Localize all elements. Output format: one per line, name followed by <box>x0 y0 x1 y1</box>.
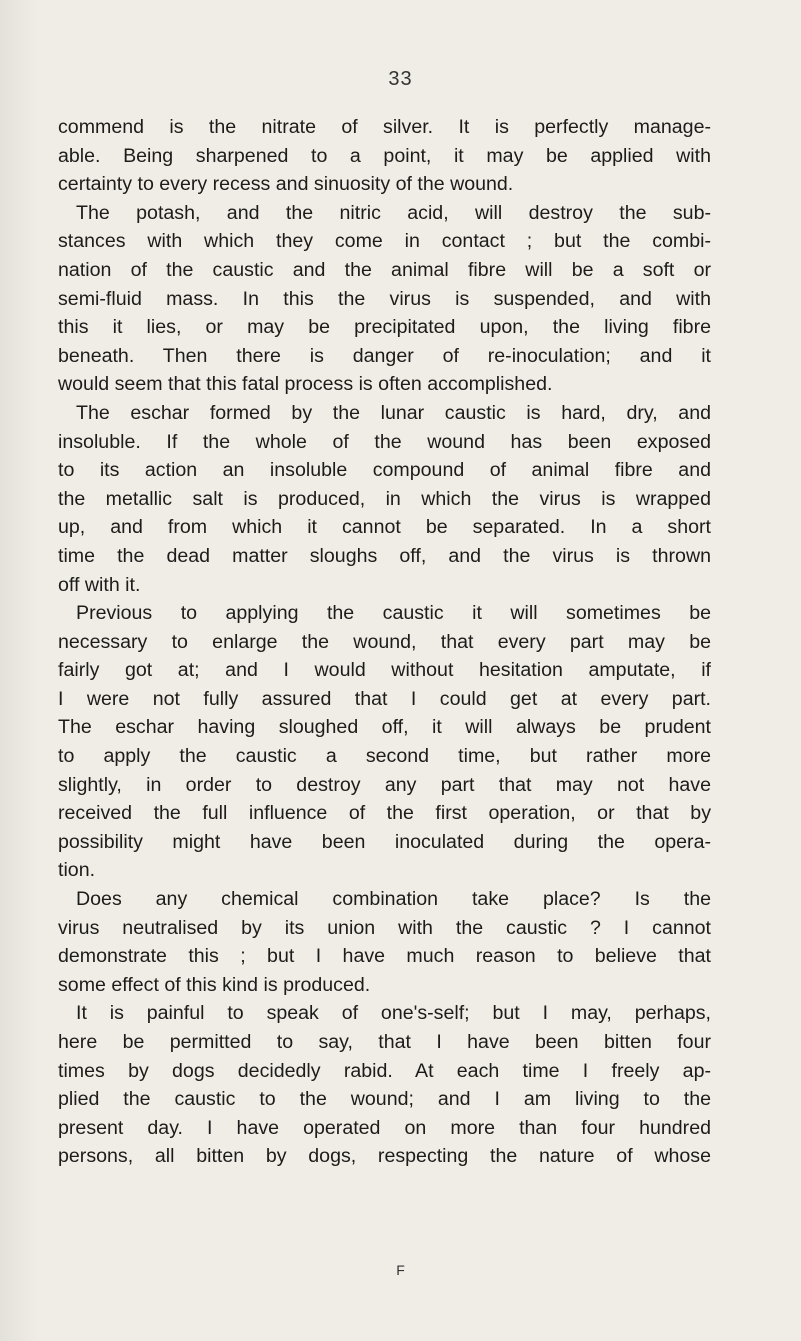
text-line: to its action an insoluble compound of animal fibre and <box>58 459 711 482</box>
text-line: semi-fluid mass. In this the virus is suspended, and with <box>58 287 711 310</box>
text-line: The eschar formed by the lunar caustic is hard, dry, and <box>76 401 711 424</box>
text-line: fairly got at; and I would without hesitation amputate, if <box>58 659 711 682</box>
text-line: up, and from which it cannot be separated. In a short <box>58 516 711 539</box>
text-line: The eschar having sloughed off, it will always be prudent <box>58 716 711 739</box>
text-line: would seem that this fatal process is often accomplished. <box>58 373 553 396</box>
text-line: certainty to every recess and sinuosity of the wound. <box>58 173 514 196</box>
text-line: present day. I have operated on more than four hundred <box>58 1116 711 1139</box>
text-line: possibility might have been inoculated during the opera- <box>58 830 711 853</box>
text-line: here be permitted to say, that I have been bitten four <box>58 1031 711 1053</box>
text-line: The potash, and the nitric acid, will destroy the sub- <box>76 201 711 224</box>
text-line: demonstrate this ; but I have much reason to believe that <box>58 945 711 968</box>
text-line: time the dead matter sloughs off, and the virus is thrown <box>58 544 711 567</box>
text-line: persons, all bitten by dogs, respecting the nature of whose <box>58 1145 711 1168</box>
text-line: received the full influence of the first operation, or that by <box>58 802 711 825</box>
text-line: plied the caustic to the wound; and I am living to the <box>58 1088 711 1111</box>
text-line: the metallic salt is produced, in which the virus is wrapped <box>58 487 711 510</box>
text-line: beneath. Then there is danger of re-inoculation; and it <box>58 344 711 367</box>
text-line: to apply the caustic a second time, but rather more <box>58 745 711 768</box>
text-line: this it lies, or may be precipitated upon, the living fibre <box>58 316 711 339</box>
signature-mark: F <box>396 1262 405 1278</box>
page-number: 33 <box>388 68 413 90</box>
text-line: off with it. <box>58 573 141 596</box>
body-text <box>58 113 711 1171</box>
text-line: necessary to enlarge the wound, that every part may be <box>58 630 711 653</box>
text-line: Previous to applying the caustic it will sometimes be <box>76 602 711 625</box>
text-line: Does any chemical combination take place? Is the <box>76 888 711 911</box>
text-line: I were not fully assured that I could get at every part. <box>58 687 711 710</box>
text-line: some effect of this kind is produced. <box>58 973 371 996</box>
text-line: slightly, in order to destroy any part that may not have <box>58 773 711 796</box>
text-line: stances with which they come in contact ; but the combi- <box>58 230 711 253</box>
text-line: able. Being sharpened to a point, it may be applied with <box>58 144 711 167</box>
text-line: tion. <box>58 859 96 882</box>
text-line: It is painful to speak of one's-self; but I may, perhaps, <box>76 1002 711 1025</box>
text-line: times by dogs decidedly rabid. At each time I freely ap- <box>58 1059 711 1082</box>
text-line: insoluble. If the whole of the wound has been exposed <box>58 430 711 453</box>
text-line: nation of the caustic and the animal fibre will be a soft or <box>58 258 711 281</box>
text-line: virus neutralised by its union with the caustic ? I cannot <box>58 916 711 939</box>
text-line: commend is the nitrate of silver. It is perfectly manage- <box>58 116 711 138</box>
